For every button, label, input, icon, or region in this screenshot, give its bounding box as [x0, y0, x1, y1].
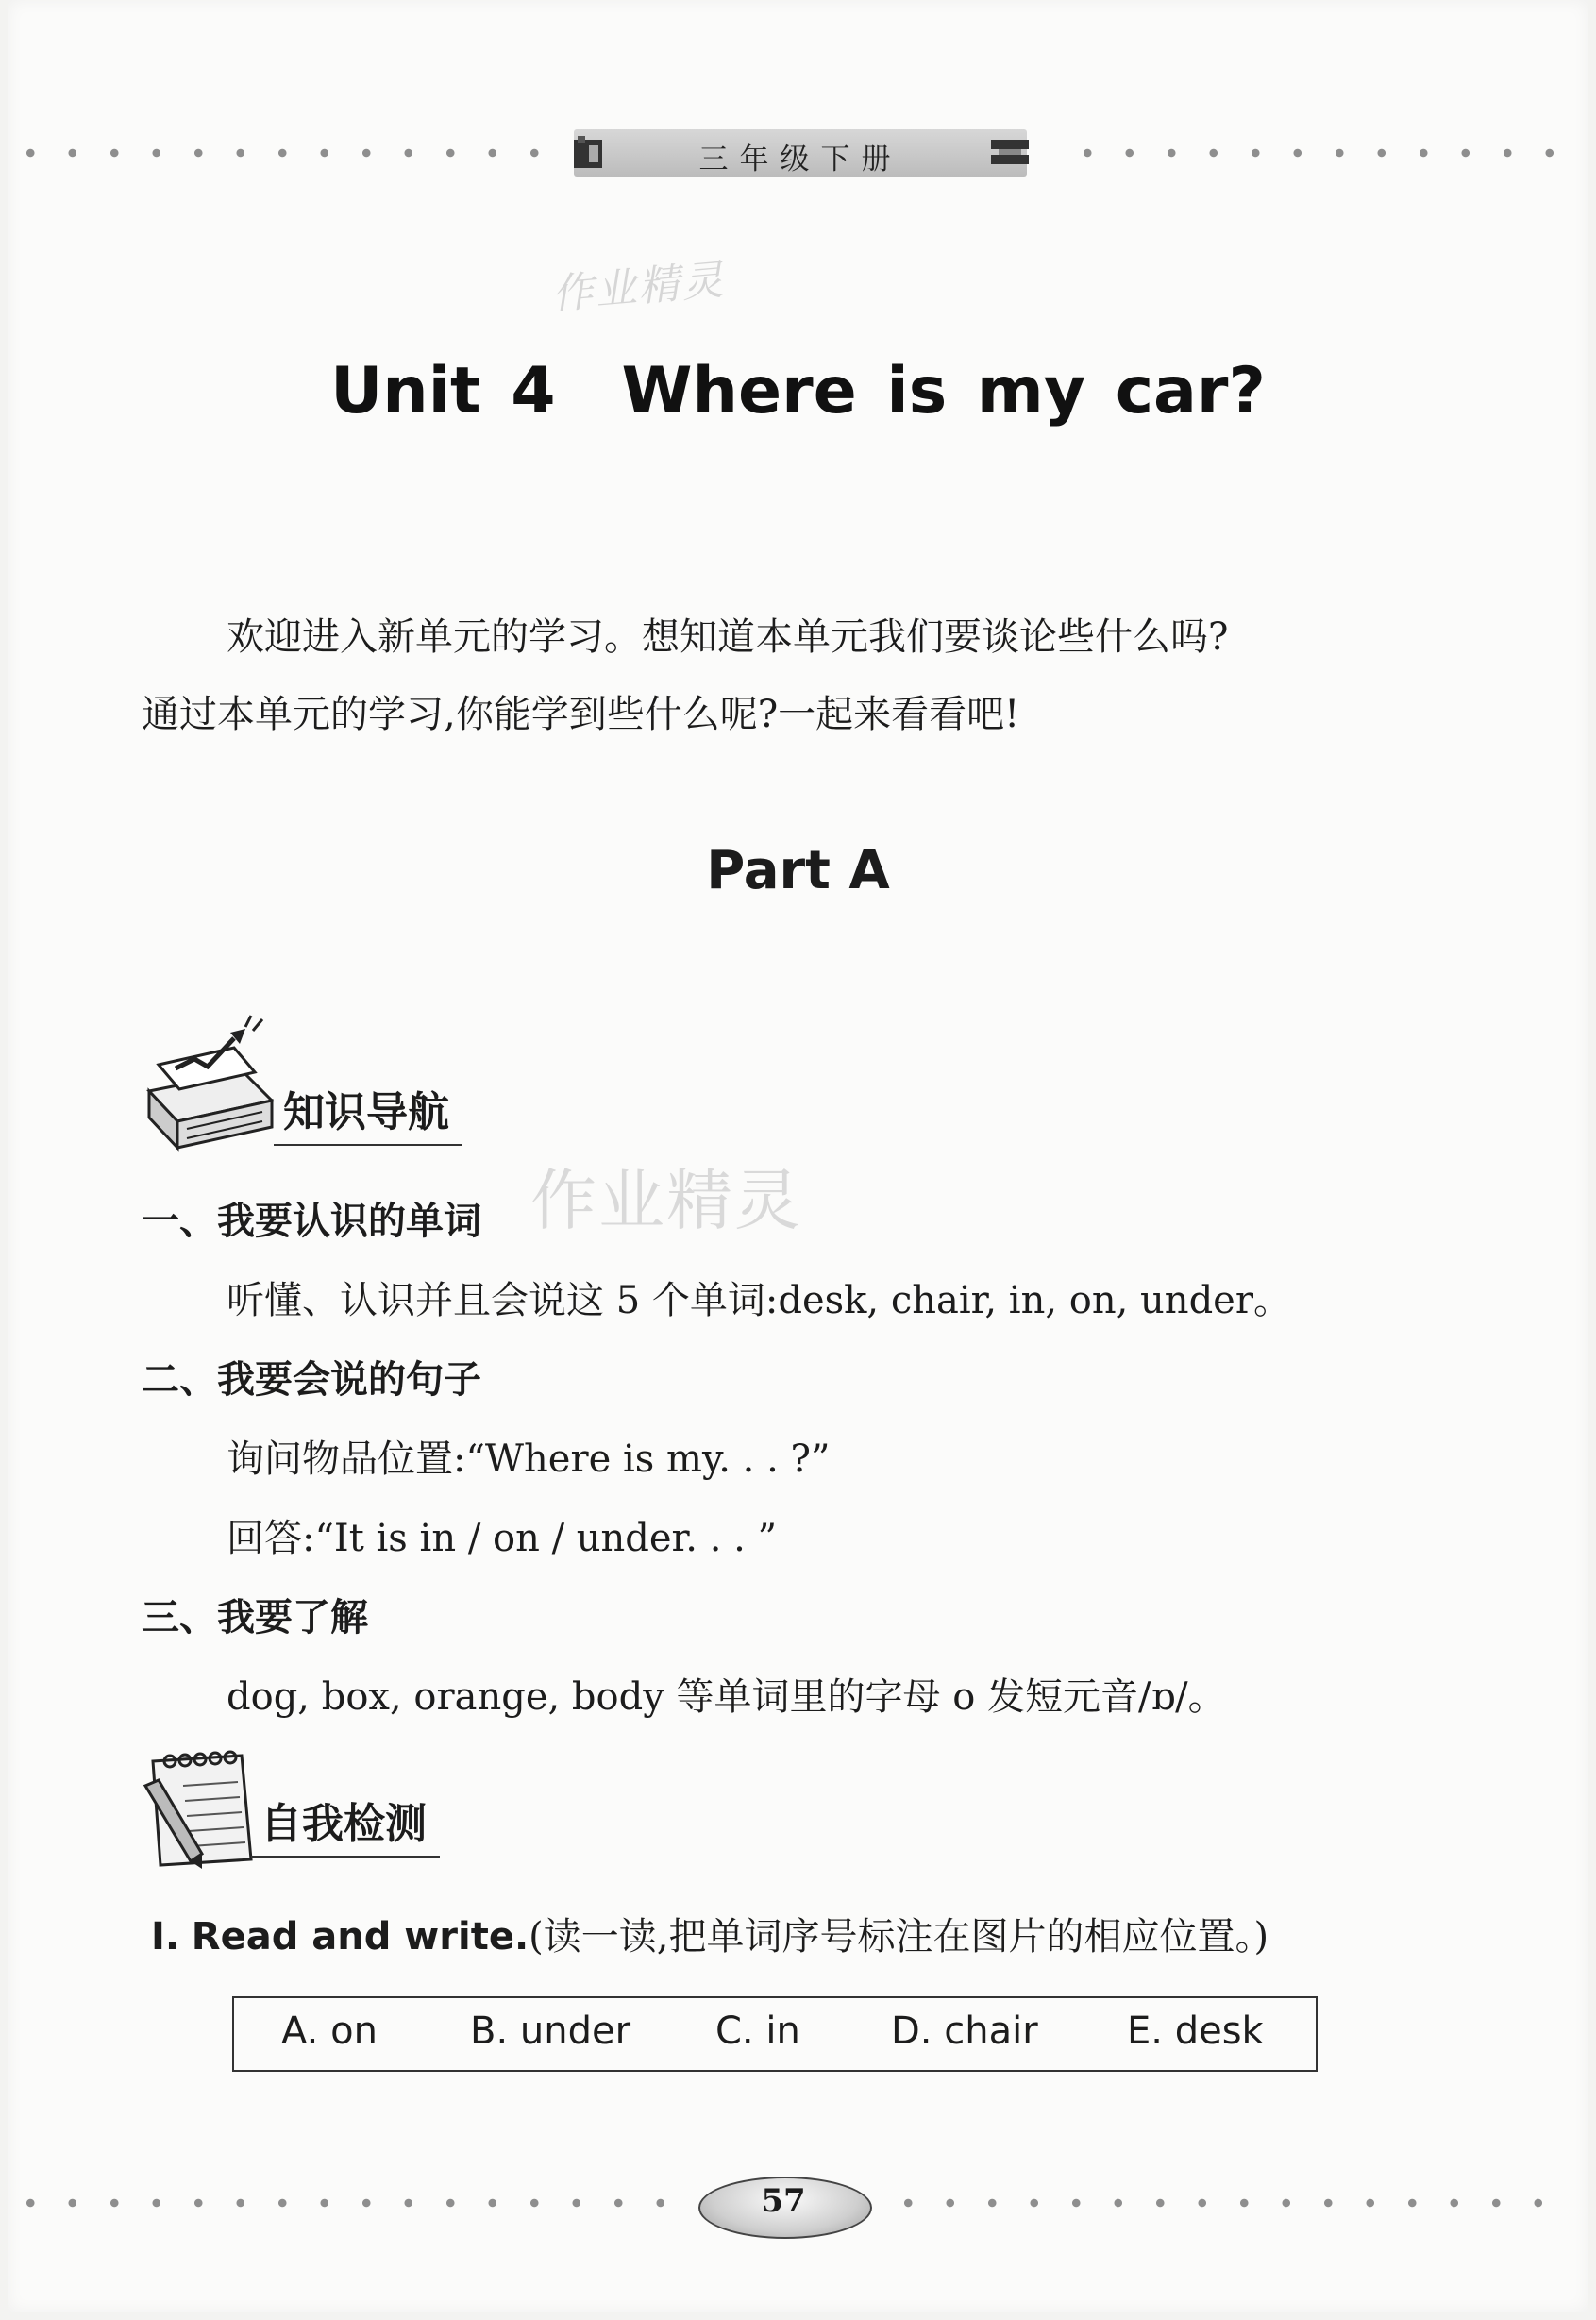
- exercise-1-title: [151, 1907, 1268, 1960]
- intro-line-1: 欢迎进入新单元的学习。想知道本单元我们要谈论些什么吗?: [227, 615, 1229, 659]
- part-heading: Part A: [706, 840, 890, 901]
- grade-label: 三年级下册: [698, 143, 902, 177]
- unit-title: [0, 354, 1596, 429]
- ruler-icon: [989, 134, 1031, 172]
- knowledge-section-header: [140, 1006, 462, 1157]
- option-a: A. on: [281, 2009, 378, 2053]
- header-band: [574, 129, 1027, 177]
- footer-dots-left: [9, 2197, 680, 2209]
- knowledge-heading-2: 二、我要会说的句子: [142, 1357, 481, 1402]
- page-number: 57: [761, 2182, 806, 2220]
- knowledge-section-title: 知识导航: [274, 1078, 462, 1146]
- option-c: C. in: [715, 2009, 800, 2053]
- self-check-section-title: 自我检测: [251, 1790, 440, 1858]
- watermark-large: 作业精灵: [530, 1162, 802, 1239]
- books-chart-icon: [140, 1006, 281, 1157]
- knowledge-line-4: dog, box, orange, body 等单词里的字母 o 发短元音/ɒ/。: [227, 1675, 1226, 1719]
- option-e: E. desk: [1127, 2009, 1264, 2053]
- self-check-section-header: [140, 1748, 440, 1871]
- unit-question: Where is my car?: [621, 354, 1266, 429]
- exercise-title-en: Read and write.: [191, 1915, 529, 1959]
- notepad-pencil-icon: [140, 1748, 262, 1871]
- word-options-box: [232, 1996, 1318, 2072]
- knowledge-line-1: 听懂、认识并且会说这 5 个单词:desk, chair, in, on, under。: [227, 1279, 1291, 1322]
- header-dots-right: [1067, 147, 1557, 159]
- knowledge-heading-1: 一、我要认识的单词: [142, 1199, 481, 1243]
- exercise-number: Ⅰ.: [151, 1915, 180, 1959]
- footer-dots-right: [887, 2197, 1548, 2209]
- option-b: B. under: [470, 2009, 631, 2053]
- intro-paragraph: [142, 598, 1463, 753]
- header-dots-left: [9, 147, 547, 159]
- option-d: D. chair: [891, 2009, 1038, 2053]
- knowledge-heading-3: 三、我要了解: [142, 1595, 368, 1639]
- intro-line-2: 通过本单元的学习,你能学到些什么呢?一起来看看吧!: [142, 693, 1020, 736]
- knowledge-line-2: 询问物品位置:“Where is my. . . ?”: [227, 1437, 831, 1481]
- unit-number: Unit 4: [330, 354, 556, 429]
- exercise-title-cn: (读一读,把单词序号标注在图片的相应位置。): [529, 1915, 1269, 1959]
- knowledge-line-3: 回答:“It is in / on / under. . . ”: [227, 1517, 778, 1560]
- watermark-small: 作业精灵: [549, 256, 728, 319]
